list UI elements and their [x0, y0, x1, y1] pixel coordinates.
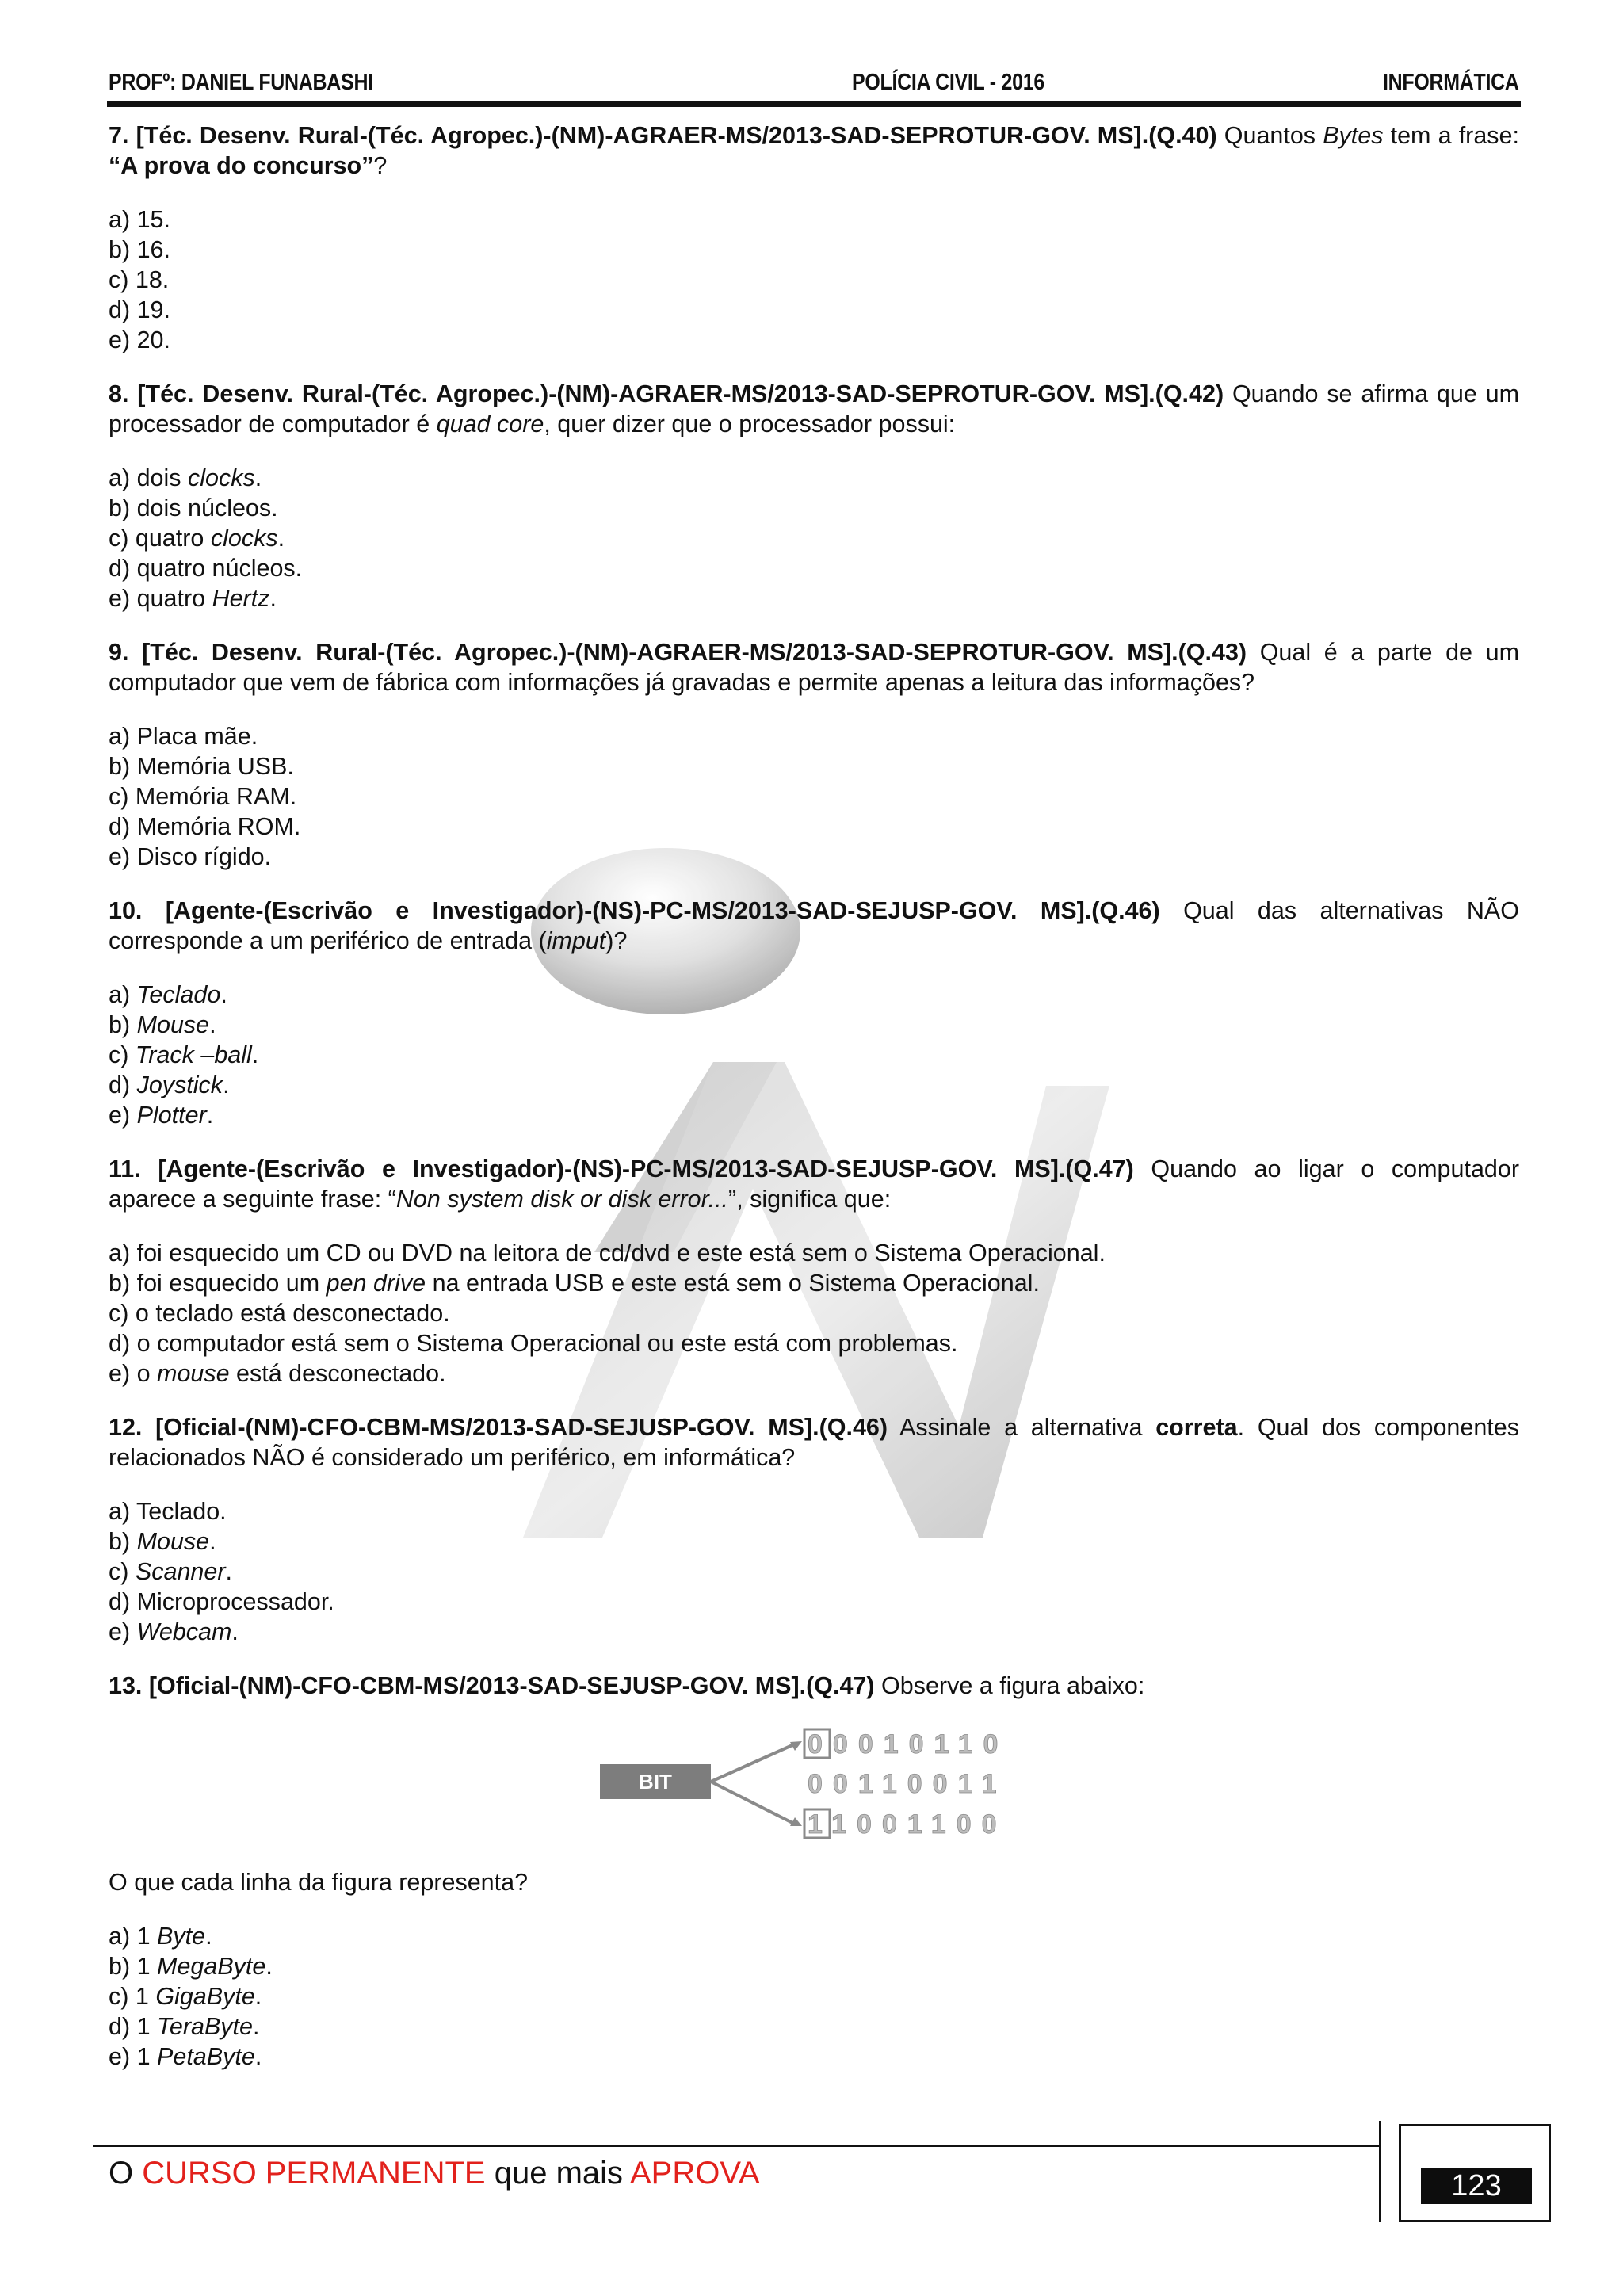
header-subject: INFORMÁTICA: [1383, 70, 1519, 95]
options-list: [109, 463, 1519, 613]
stem-text: . Qual dos componentes relacionados NÃO é considerado um periférico, em informática?: [109, 1414, 1519, 1471]
question-number: 13.: [109, 1672, 143, 1699]
stem-text: Assinale a alternativa: [888, 1414, 1156, 1441]
header-course: POLÍCIA CIVIL - 2016: [852, 70, 1044, 95]
question-8: [109, 379, 1519, 613]
question-stem: [109, 379, 1519, 439]
options-list: [109, 721, 1519, 872]
question-number: 12.: [109, 1414, 143, 1441]
option-b[interactable]: b) Memória USB.: [109, 753, 294, 780]
question-reference: [Agente-(Escrivão e Investigador)-(NS)-PC-MS/2013-SAD-SEJUSP-GOV. MS].(Q.47): [158, 1156, 1134, 1182]
header-rule: [107, 101, 1521, 107]
stem-text: ”, significa que:: [728, 1186, 892, 1213]
footer-rule: [93, 2145, 1381, 2147]
stem-text: Quantos: [1216, 122, 1323, 149]
stem-italic: Non system disk or disk error...: [395, 1186, 729, 1213]
question-13: [109, 1671, 1519, 2072]
option-d[interactable]: d) quatro núcleos.: [109, 555, 303, 582]
option-b[interactable]: b) 1 MegaByte.: [109, 1953, 273, 1980]
question-reference: [Oficial-(NM)-CFO-CBM-MS/2013-SAD-SEJUSP-GOV. MS].(Q.47): [148, 1672, 875, 1699]
option-e[interactable]: e) o mouse está desconectado.: [109, 1360, 446, 1387]
stem-italic: imput: [546, 927, 606, 954]
option-c[interactable]: c) Track –ball.: [109, 1041, 259, 1068]
bit-label: BIT: [639, 1770, 672, 1794]
stem-italic: Bytes: [1323, 122, 1384, 149]
question-number: 8.: [109, 380, 129, 407]
option-c[interactable]: c) 1 GigaByte.: [109, 1983, 262, 2010]
bit-arrow-top: [711, 1744, 794, 1782]
question-number: 11.: [109, 1156, 141, 1182]
question-stem: [109, 1671, 1519, 1701]
option-b[interactable]: b) Mouse.: [109, 1528, 216, 1555]
option-c[interactable]: c) Scanner.: [109, 1558, 232, 1585]
question-number: 10.: [109, 897, 143, 924]
stem-text: , quer dizer que o processador possui:: [544, 411, 956, 437]
question-number: 7.: [109, 122, 129, 149]
option-b[interactable]: b) dois núcleos.: [109, 495, 278, 521]
option-d[interactable]: d) 1 TeraByte.: [109, 2013, 260, 2040]
byte-row-3: 11001100: [808, 1809, 1007, 1839]
option-b[interactable]: b) 16.: [109, 236, 170, 263]
stem-text: Quando se afirma que um processador de computador é: [109, 380, 1520, 437]
option-a[interactable]: a) dois clocks.: [109, 464, 262, 491]
option-e[interactable]: e) Plotter.: [109, 1102, 214, 1129]
question-reference: [Téc. Desenv. Rural-(Téc. Agropec.)-(NM)-AGRAER-MS/2013-SAD-SEPROTUR-GOV. MS].(Q.43): [142, 639, 1247, 666]
option-d[interactable]: d) 19.: [109, 296, 170, 323]
option-e[interactable]: e) quatro Hertz.: [109, 585, 277, 612]
question-number: 9.: [109, 639, 129, 666]
option-e[interactable]: e) 1 PetaByte.: [109, 2043, 262, 2070]
question-stem: [109, 1154, 1519, 1214]
option-d[interactable]: d) Joystick.: [109, 1072, 230, 1098]
question-reference: [Oficial-(NM)-CFO-CBM-MS/2013-SAD-SEJUSP-GOV. MS].(Q.46): [155, 1414, 888, 1441]
stem-text: ?: [373, 152, 388, 179]
footer-slogan: O CURSO PERMANENTE que mais APROVA: [109, 2156, 760, 2191]
stem-bold: correta: [1155, 1414, 1238, 1441]
stem-text: tem a frase:: [1383, 122, 1519, 149]
stem-text: Qual é a parte de um computador que vem de fábrica com informações já gravadas e permite apenas a leitura das informações?: [109, 639, 1519, 696]
option-a[interactable]: a) Teclado.: [109, 1498, 227, 1525]
question-9: [109, 637, 1519, 872]
stem-text: Qual das alternativas NÃO corresponde a um periférico de entrada (: [109, 897, 1519, 954]
options-list: [109, 1921, 1519, 2072]
figure-question: O que cada linha da figura representa?: [109, 1869, 529, 1896]
options-list: [109, 1496, 1519, 1647]
option-b[interactable]: b) foi esquecido um pen drive na entrada USB e este está sem o Sistema Operacional.: [109, 1270, 1040, 1297]
question-stem: [109, 637, 1519, 697]
question-stem: [109, 896, 1519, 956]
option-e[interactable]: e) Webcam.: [109, 1618, 239, 1645]
options-list: [109, 980, 1519, 1130]
question-11: [109, 1154, 1519, 1389]
options-list: [109, 204, 1519, 355]
bit-diagram: [600, 1725, 1044, 1843]
question-12: [109, 1412, 1519, 1647]
byte-row-1: 00010110: [808, 1729, 1009, 1759]
option-a[interactable]: a) 15.: [109, 206, 170, 233]
question-reference: [Téc. Desenv. Rural-(Téc. Agropec.)-(NM)-AGRAER-MS/2013-SAD-SEPROTUR-GOV. MS].(Q.40): [136, 122, 1217, 149]
page-number: 123: [1421, 2168, 1532, 2204]
bit-figure: [600, 1725, 1044, 1843]
options-list: [109, 1238, 1519, 1389]
header-author: PROFº: DANIEL FUNABASHI: [109, 70, 373, 95]
question-reference: [Agente-(Escrivão e Investigador)-(NS)-PC-MS/2013-SAD-SEJUSP-GOV. MS].(Q.46): [165, 897, 1160, 924]
question-stem: [109, 120, 1519, 181]
option-d[interactable]: d) Memória ROM.: [109, 813, 301, 840]
option-d[interactable]: d) o computador está sem o Sistema Operacional ou este está com problemas.: [109, 1330, 958, 1357]
option-a[interactable]: a) Placa mãe.: [109, 723, 258, 750]
byte-row-2: 00110011: [808, 1769, 1007, 1799]
question-10: [109, 896, 1519, 1130]
question-7: [109, 120, 1519, 355]
stem-italic: quad core: [436, 411, 544, 437]
stem-text: Quando ao ligar o computador aparece a seguinte frase: “: [109, 1156, 1519, 1213]
stem-bold: “A prova do concurso”: [109, 152, 374, 179]
option-c[interactable]: c) o teclado está desconectado.: [109, 1300, 450, 1327]
option-e[interactable]: e) 20.: [109, 327, 170, 353]
stem-text: Observe a figura abaixo:: [874, 1672, 1145, 1699]
option-c[interactable]: c) quatro clocks.: [109, 525, 285, 552]
option-a[interactable]: a) 1 Byte.: [109, 1923, 212, 1950]
footer-divider: [1379, 2121, 1381, 2222]
page-number-box: [1399, 2124, 1551, 2222]
questions-list: [109, 120, 1519, 2095]
stem-text: )?: [605, 927, 628, 954]
option-b[interactable]: b) Mouse.: [109, 1011, 216, 1038]
option-a[interactable]: a) Teclado.: [109, 981, 227, 1008]
bit-arrow-bottom: [711, 1782, 794, 1824]
option-e[interactable]: e) Disco rígido.: [109, 843, 272, 870]
option-c[interactable]: c) 18.: [109, 266, 170, 293]
question-reference: [Téc. Desenv. Rural-(Téc. Agropec.)-(NM)-AGRAER-MS/2013-SAD-SEPROTUR-GOV. MS].(Q.42): [137, 380, 1224, 407]
option-a[interactable]: a) foi esquecido um CD ou DVD na leitora de cd/dvd e este está sem o Sistema Operacional.: [109, 1240, 1106, 1266]
question-stem: [109, 1412, 1519, 1473]
option-c[interactable]: c) Memória RAM.: [109, 783, 297, 810]
page-header: [109, 70, 1519, 101]
option-d[interactable]: d) Microprocessador.: [109, 1588, 334, 1615]
